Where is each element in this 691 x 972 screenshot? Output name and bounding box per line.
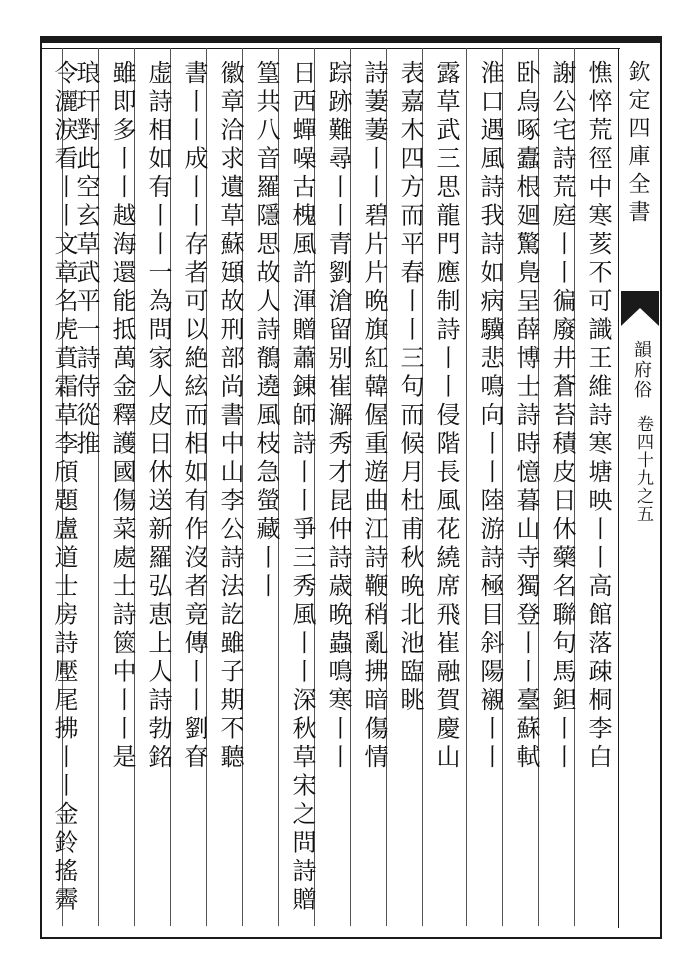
text-column-10: 篁共八音羅隱思故人詩鶺遶風枝急螢藏丨丨 xyxy=(252,60,280,602)
text-column-2: 謝公宅詩荒庭丨丨徧廢井蒼苔積皮日休藥名聯句馬鉭丨丨 xyxy=(548,60,576,773)
text-column-4: 淮口遇風詩我詩如病驥悲鳴向丨丨陸游詩極目斜陽襯丨丨 xyxy=(476,60,504,773)
text-column-8: 踪跡難尋丨丨青劉滄留别崔澥秀才昆仲詩歳晩蟲鳴寒丨丨 xyxy=(324,60,352,773)
text-column-13: 虚詩相如有丨丨一為問家人皮日休送新羅弘恵上人詩勃銘 xyxy=(144,60,172,773)
text-column-5: 露草武三思龍門應制詩丨丨侵階長風花繞席飛崔融賀慶山 xyxy=(432,60,460,773)
text-column-7: 詩萋萋丨丨碧片片晩旗紅韓偓重遊曲江詩鞭稍亂拂暗傷情 xyxy=(360,60,388,773)
text-column-6: 表嘉木四方而平春丨丨三句而候月杜甫秋晩北池臨眺 xyxy=(396,60,424,716)
text-column-3: 卧烏啄蠹根廻驚鳬呈薛博士詩時憶暮山寺獨登丨丨臺蘇軾 xyxy=(512,60,540,773)
text-column-11: 徽章洽求遺草蘇頲故刑部尚書中山李公詩法訖雖子期不聽 xyxy=(216,60,244,773)
text-column-12: 書丨丨成丨丨存者可以絶絃而相如有作沒者竟傳丨丨劉眘 xyxy=(180,60,208,773)
book-title: 欽定四庫全書 xyxy=(625,60,650,228)
text-column-15: 琅玕對此空玄草武平一詩侍從推 xyxy=(72,60,100,459)
text-column-1: 憔悴荒徑中寒荄不可識王維詩寒塘映丨丨高館落疎桐李白 xyxy=(584,60,612,773)
book-subtitle: 韻府俗 xyxy=(631,340,652,400)
inner-border-line xyxy=(40,48,620,49)
column-rule xyxy=(466,48,467,926)
text-column-16: 令灑淚看丨丨文章名虎賁霜草李頎題盧道士房詩壓尾拂丨丨金鈴搖霽 xyxy=(50,60,78,915)
text-column-9: 日西蟬噪古槐風許渾贈蕭錬師詩丨丨爭三秀風丨丨深秋草宋之問詩贈 xyxy=(288,60,316,915)
fishtail-mark-icon xyxy=(621,296,659,330)
volume-label: 卷四十九之五 xyxy=(633,415,653,523)
gutter-outer-border xyxy=(660,36,662,939)
text-column-14: 雖即多丨丨越海還能抵萬金釋護國傷菜處士詩篋中丨丨是 xyxy=(108,60,136,773)
